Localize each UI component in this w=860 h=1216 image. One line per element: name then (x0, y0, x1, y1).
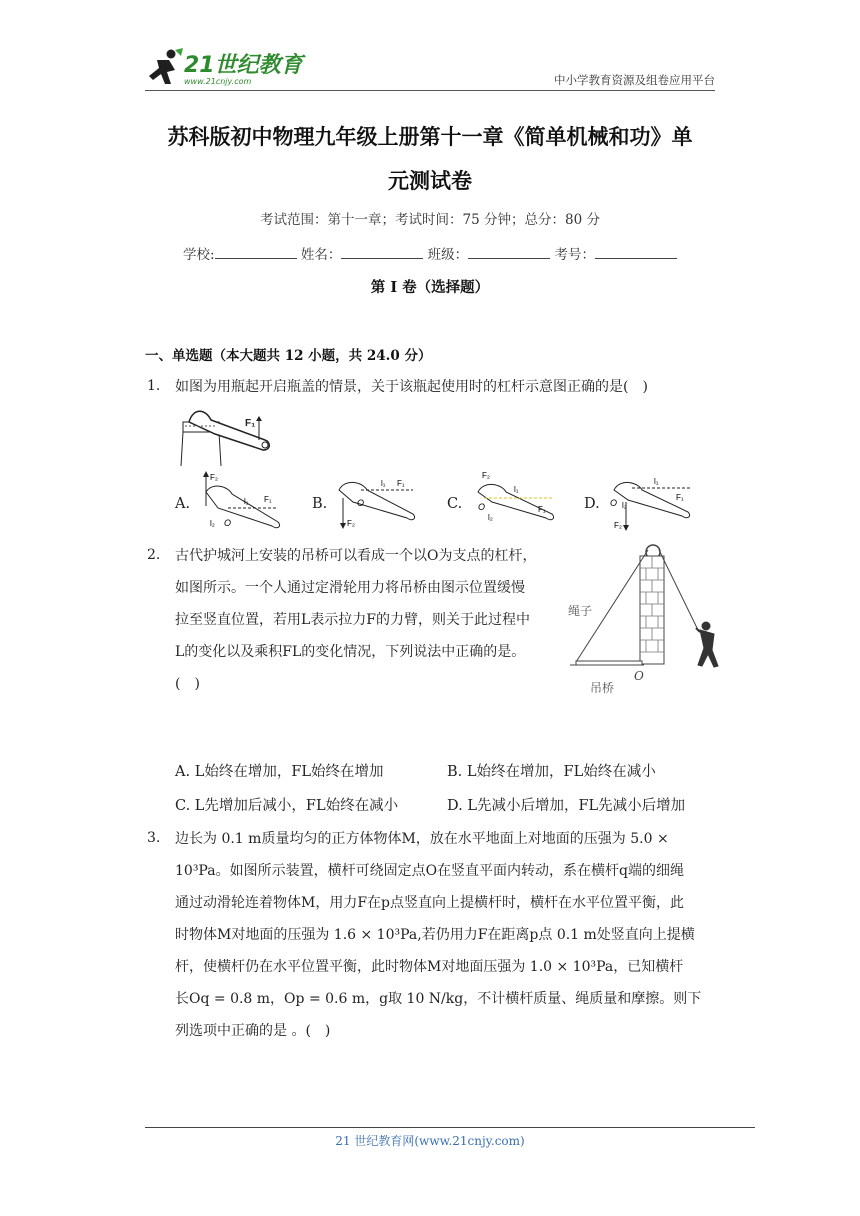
q2-option-c[interactable]: C. L先增加后减小，FL始终在减小 (175, 798, 399, 814)
class-input[interactable] (468, 246, 550, 259)
exam-info: 考试范围：第十一章；考试时间：75 分钟；总分：80 分 (260, 212, 600, 228)
svg-text:l₂: l₂ (210, 519, 215, 528)
svg-text:O: O (224, 518, 232, 528)
q1-option-b[interactable]: B. (312, 496, 328, 512)
svg-text:l₁: l₁ (514, 485, 519, 494)
svg-text:O: O (478, 502, 486, 512)
pivot-label: O (634, 669, 644, 683)
q3-line-4: 时物体M对地面的压强为 1.6 × 10³Pa,若仍用力F在距离p点 0.1 m处竖直向上提横 (175, 927, 695, 943)
name-label: 姓名： (300, 247, 342, 263)
q2-option-d[interactable]: D. L先减小后增加，FL先减小后增加 (447, 798, 686, 814)
svg-text:F₂: F₂ (210, 473, 218, 482)
page-title-line1: 苏科版初中物理九年级上册第十一章《简单机械和功》单 (167, 124, 693, 149)
svg-text:F₁: F₁ (245, 418, 256, 429)
bridge-label: 吊桥 (590, 681, 615, 695)
platform-label: 中小学教育资源及组卷应用平台 (554, 73, 715, 87)
svg-text:l₂: l₂ (622, 501, 627, 510)
svg-text:F₂: F₂ (614, 521, 622, 530)
q1-text: 如图为用瓶起开启瓶盖的情景，关于该瓶起使用时的杠杆示意图正确的是( ) (175, 379, 648, 395)
q1-option-a-figure (198, 468, 284, 536)
q2-option-b[interactable]: B. L始终在增加，FL始终在减小 (447, 764, 656, 780)
q2-option-a[interactable]: A. L始终在增加，FL始终在增加 (175, 764, 384, 780)
q1-option-a[interactable]: A. (175, 496, 191, 512)
svg-text:F₁: F₁ (538, 505, 546, 514)
q3-line-2: 10³Pa。如图所示装置，横杆可绕固定点O在竖直平面内转动，系在横杆q端的细绳 (175, 863, 685, 879)
q2-line-5: ( ) (175, 676, 200, 692)
header-divider (145, 90, 715, 91)
q1-option-d[interactable]: D. (584, 496, 600, 512)
q2-line-1: 古代护城河上安装的吊桥可以看成一个以O为支点的杠杆， (175, 548, 537, 564)
footer-link[interactable]: 21 世纪教育网(www.21cnjy.com) (335, 1134, 525, 1148)
section-heading: 一、单选题（本大题共 12 小题，共 24.0 分） (145, 348, 432, 364)
q3-line-5: 杆，使横杆仍在水平位置平衡，此时物体M对地面压强为 1.0 × 10³Pa，已知横杆 (175, 959, 684, 975)
logo-text: 21世纪教育 (184, 53, 303, 78)
logo-url: www.21cnjy.com (184, 77, 252, 86)
svg-text:F₂: F₂ (347, 519, 355, 528)
svg-text:F₁: F₁ (676, 493, 684, 502)
q3-line-6: 长Oq = 0.8 m，Op = 0.6 m，g取 10 N/kg，不计横杆质量、绳质量和摩擦。则下 (175, 991, 702, 1007)
rope-label: 绳子 (568, 604, 593, 618)
school-input[interactable] (215, 246, 297, 259)
q1-option-c[interactable]: C. (447, 496, 463, 512)
svg-text:F₁: F₁ (264, 495, 272, 504)
q1-number: 1. (147, 378, 161, 394)
svg-text:l₁: l₁ (244, 497, 249, 506)
school-label: 学校: (183, 247, 215, 263)
svg-text:F₁: F₁ (397, 479, 405, 488)
q3-line-7: 列选项中正确的是 。( ) (175, 1023, 331, 1039)
q3-number: 3. (147, 830, 161, 846)
q3-line-3: 通过动滑轮连着物体M，用力F在p点竖直向上提横杆时，横杆在水平位置平衡，此 (175, 895, 685, 911)
q1-option-c-figure (472, 468, 558, 528)
q2-number: 2. (147, 547, 161, 563)
svg-text:O: O (610, 498, 618, 508)
svg-text:l₁: l₁ (381, 479, 386, 488)
q3-line-1: 边长为 0.1 m质量均匀的正方体物体M，放在水平地面上对地面的压强为 5.0 × (175, 831, 669, 847)
number-input[interactable] (595, 246, 677, 259)
number-label: 考号： (554, 247, 595, 263)
svg-text:F₂: F₂ (482, 471, 490, 480)
page-title-line2: 元测试卷 (388, 168, 472, 193)
bottle-opener-figure (175, 404, 275, 470)
q2-line-3: 拉至竖直位置，若用L表示拉力F的力臂，则关于此过程中 (175, 612, 531, 628)
name-input[interactable] (341, 246, 423, 259)
q2-line-2: 如图所示。一个人通过定滑轮用力将吊桥由图示位置缓慢 (175, 580, 525, 596)
volume-title: 第 I 卷（选择题） (370, 279, 490, 296)
q2-line-4: L的变化以及乘积FL的变化情况，下列说法中正确的是。 (175, 644, 526, 660)
q1-option-d-figure (606, 472, 696, 534)
drawbridge-figure (568, 540, 728, 700)
svg-text:l₂: l₂ (488, 513, 493, 522)
footer-divider (145, 1127, 755, 1128)
svg-text:O: O (357, 498, 365, 508)
q2-text (175, 540, 536, 700)
runner-icon (145, 46, 185, 90)
person-pulling-icon (696, 622, 718, 667)
class-label: 班级： (427, 247, 469, 263)
svg-text:l₁: l₁ (654, 477, 659, 486)
student-fields (145, 243, 715, 263)
q1-option-b-figure (333, 474, 419, 530)
q3-text (175, 823, 720, 1047)
